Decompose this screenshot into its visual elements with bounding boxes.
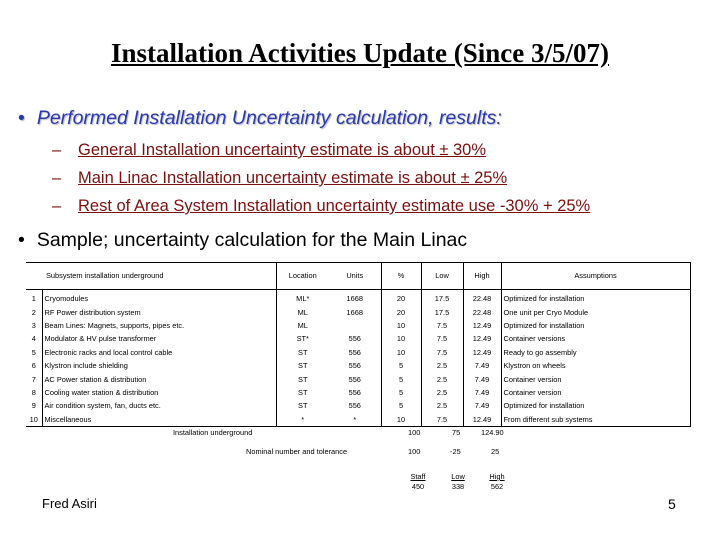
nominal-percent: 100 <box>408 447 421 456</box>
row-percent: 5 <box>381 386 421 399</box>
header-low: Low <box>421 263 463 290</box>
row-units <box>329 319 381 332</box>
table-row <box>26 346 690 359</box>
row-assumption: Ready to go assembly <box>501 346 690 359</box>
high-value: 562 <box>490 482 504 491</box>
row-units: 556 <box>348 401 361 411</box>
row-units: 556 <box>348 387 361 397</box>
row-location: ST <box>298 374 308 384</box>
row-location: ST <box>298 387 308 397</box>
row-location: ST <box>298 401 308 411</box>
row-number: 5 <box>26 346 42 359</box>
row-units: 1668 <box>346 294 363 304</box>
row-number: 7 <box>26 372 42 385</box>
row-assumption: From different sub systems <box>501 413 690 427</box>
row-assumption: One unit per Cryo Module <box>501 305 690 318</box>
row-low: 2.5 <box>421 359 463 372</box>
row-location: ST* <box>296 334 309 344</box>
row-assumption: Optimized for installation <box>501 290 690 306</box>
header-location: Location <box>288 271 317 280</box>
sub-bullet-rest-of-area: – Rest of Area System Installation uncertainty estimate use -30% + 25% <box>52 197 591 215</box>
installation-high-total: 124.90 <box>481 428 504 437</box>
sub-bullet-main-linac: – Main Linac Installation uncertainty estimate is about ± 25% <box>52 169 508 187</box>
sub-bullet-main-linac-text: Main Linac Installation uncertainty estimate is about ± 25% <box>78 169 508 187</box>
table-row <box>26 413 690 427</box>
table-row <box>26 359 690 372</box>
sub-bullet-general: – General Installation uncertainty estimate is about ± 30% <box>52 141 487 159</box>
bullet-dot: • <box>18 107 25 129</box>
table-row <box>26 290 690 306</box>
staff-value: 450 <box>411 482 425 491</box>
row-low: 7.5 <box>421 319 463 332</box>
row-low: 2.5 <box>421 372 463 385</box>
low-value: 338 <box>451 482 465 491</box>
row-percent: 5 <box>381 399 421 412</box>
row-low: 17.5 <box>421 290 463 306</box>
row-number: 9 <box>26 399 42 412</box>
row-percent: 10 <box>381 413 421 427</box>
row-subsystem: Modulator & HV pulse transformer <box>42 332 276 345</box>
row-subsystem: Miscellaneous <box>42 413 276 427</box>
row-location: ML* <box>296 294 310 304</box>
installation-underground-label: Installation underground <box>173 428 253 437</box>
bullet-dot: • <box>18 229 25 251</box>
bullet-sample-text: Sample; uncertainty calculation for the Main Linac <box>36 229 468 251</box>
footer-author: Fred Asiri <box>42 496 97 511</box>
row-subsystem: Klystron include shielding <box>42 359 276 372</box>
staff-label: Staff <box>410 472 426 481</box>
header-percent: % <box>381 263 421 290</box>
row-location: ML <box>297 320 308 330</box>
header-subsystem: Subsystem installation underground <box>26 263 276 290</box>
row-low: 2.5 <box>421 399 463 412</box>
row-low: 2.5 <box>421 386 463 399</box>
table-row <box>26 332 690 345</box>
row-number: 8 <box>26 386 42 399</box>
installation-percent-total: 100 <box>408 428 421 437</box>
row-low: 7.5 <box>421 346 463 359</box>
table-row <box>26 399 690 412</box>
row-high: 12.49 <box>463 319 501 332</box>
row-units: 1668 <box>346 307 363 317</box>
header-assumptions: Assumptions <box>501 263 690 290</box>
row-subsystem: Cryomodules <box>42 290 276 306</box>
slide-title: Installation Activities Update (Since 3/5/07) <box>111 38 609 68</box>
row-subsystem: AC Power station & distribution <box>42 372 276 385</box>
row-subsystem: Cooling water station & distribution <box>42 386 276 399</box>
low-label: Low <box>451 472 465 481</box>
row-assumption: Container versions <box>501 332 690 345</box>
row-location: ST <box>298 361 308 371</box>
row-units: 556 <box>348 347 361 357</box>
row-units: * <box>353 414 357 424</box>
uncertainty-table <box>26 262 691 427</box>
high-label: High <box>489 472 505 481</box>
row-high: 7.49 <box>463 386 501 399</box>
row-high: 12.49 <box>463 346 501 359</box>
row-low: 17.5 <box>421 305 463 318</box>
row-assumption: Container version <box>501 372 690 385</box>
row-percent: 10 <box>381 332 421 345</box>
row-number: 4 <box>26 332 42 345</box>
row-number: 3 <box>26 319 42 332</box>
row-high: 12.49 <box>463 413 501 427</box>
row-subsystem: Electronic racks and local control cable <box>42 346 276 359</box>
nominal-tolerance-label: Nominal number and tolerance <box>246 447 348 456</box>
row-number: 2 <box>26 305 42 318</box>
row-high: 22.48 <box>463 290 501 306</box>
row-percent: 10 <box>381 319 421 332</box>
row-percent: 20 <box>381 290 421 306</box>
table-row <box>26 386 690 399</box>
row-subsystem: RF Power distribution system <box>42 305 276 318</box>
page-number: 5 <box>668 496 676 512</box>
row-units: 556 <box>348 374 361 384</box>
low-estimate <box>438 472 478 492</box>
row-assumption: Optimized for installation <box>501 319 690 332</box>
table-row <box>26 305 690 318</box>
row-units: 556 <box>348 334 361 344</box>
staff-estimate <box>398 472 438 492</box>
row-percent: 20 <box>381 305 421 318</box>
row-percent: 10 <box>381 346 421 359</box>
row-number: 1 <box>26 290 42 306</box>
table-row <box>26 372 690 385</box>
header-units: Units <box>346 271 364 280</box>
row-high: 7.49 <box>463 399 501 412</box>
row-assumption: Optimized for installation <box>501 399 690 412</box>
nominal-high-tolerance: 25 <box>491 447 500 456</box>
table-row <box>26 319 690 332</box>
row-subsystem: Beam Lines: Magnets, supports, pipes etc. <box>42 319 276 332</box>
sub-bullet-rest-of-area-text: Rest of Area System Installation uncertainty estimate use -30% + 25% <box>78 197 591 215</box>
row-high: 12.49 <box>463 332 501 345</box>
table-header-row <box>26 263 690 290</box>
sub-bullet-general-text: General Installation uncertainty estimate is about ± 30% <box>78 141 487 159</box>
row-location: ML <box>297 307 308 317</box>
row-location: * <box>301 414 305 424</box>
header-high: High <box>463 263 501 290</box>
row-low: 7.5 <box>421 332 463 345</box>
row-subsystem: Air condition system, fan, ducts etc. <box>42 399 276 412</box>
row-units: 556 <box>348 361 361 371</box>
bullet-performed <box>18 107 502 130</box>
installation-low-total: 75 <box>452 428 461 437</box>
high-estimate <box>477 472 517 492</box>
row-assumption: Klystron on wheels <box>501 359 690 372</box>
row-number: 10 <box>26 413 42 427</box>
row-percent: 5 <box>381 359 421 372</box>
row-number: 6 <box>26 359 42 372</box>
row-high: 7.49 <box>463 372 501 385</box>
bullet-performed-text: Performed Installation Uncertainty calculation, results: <box>36 107 502 129</box>
nominal-low-tolerance: -25 <box>450 447 461 456</box>
row-high: 22.48 <box>463 305 501 318</box>
row-high: 7.49 <box>463 359 501 372</box>
row-percent: 5 <box>381 372 421 385</box>
row-location: ST <box>298 347 308 357</box>
row-assumption: Container version <box>501 386 690 399</box>
bullet-sample <box>18 229 467 252</box>
row-low: 7.5 <box>421 413 463 427</box>
